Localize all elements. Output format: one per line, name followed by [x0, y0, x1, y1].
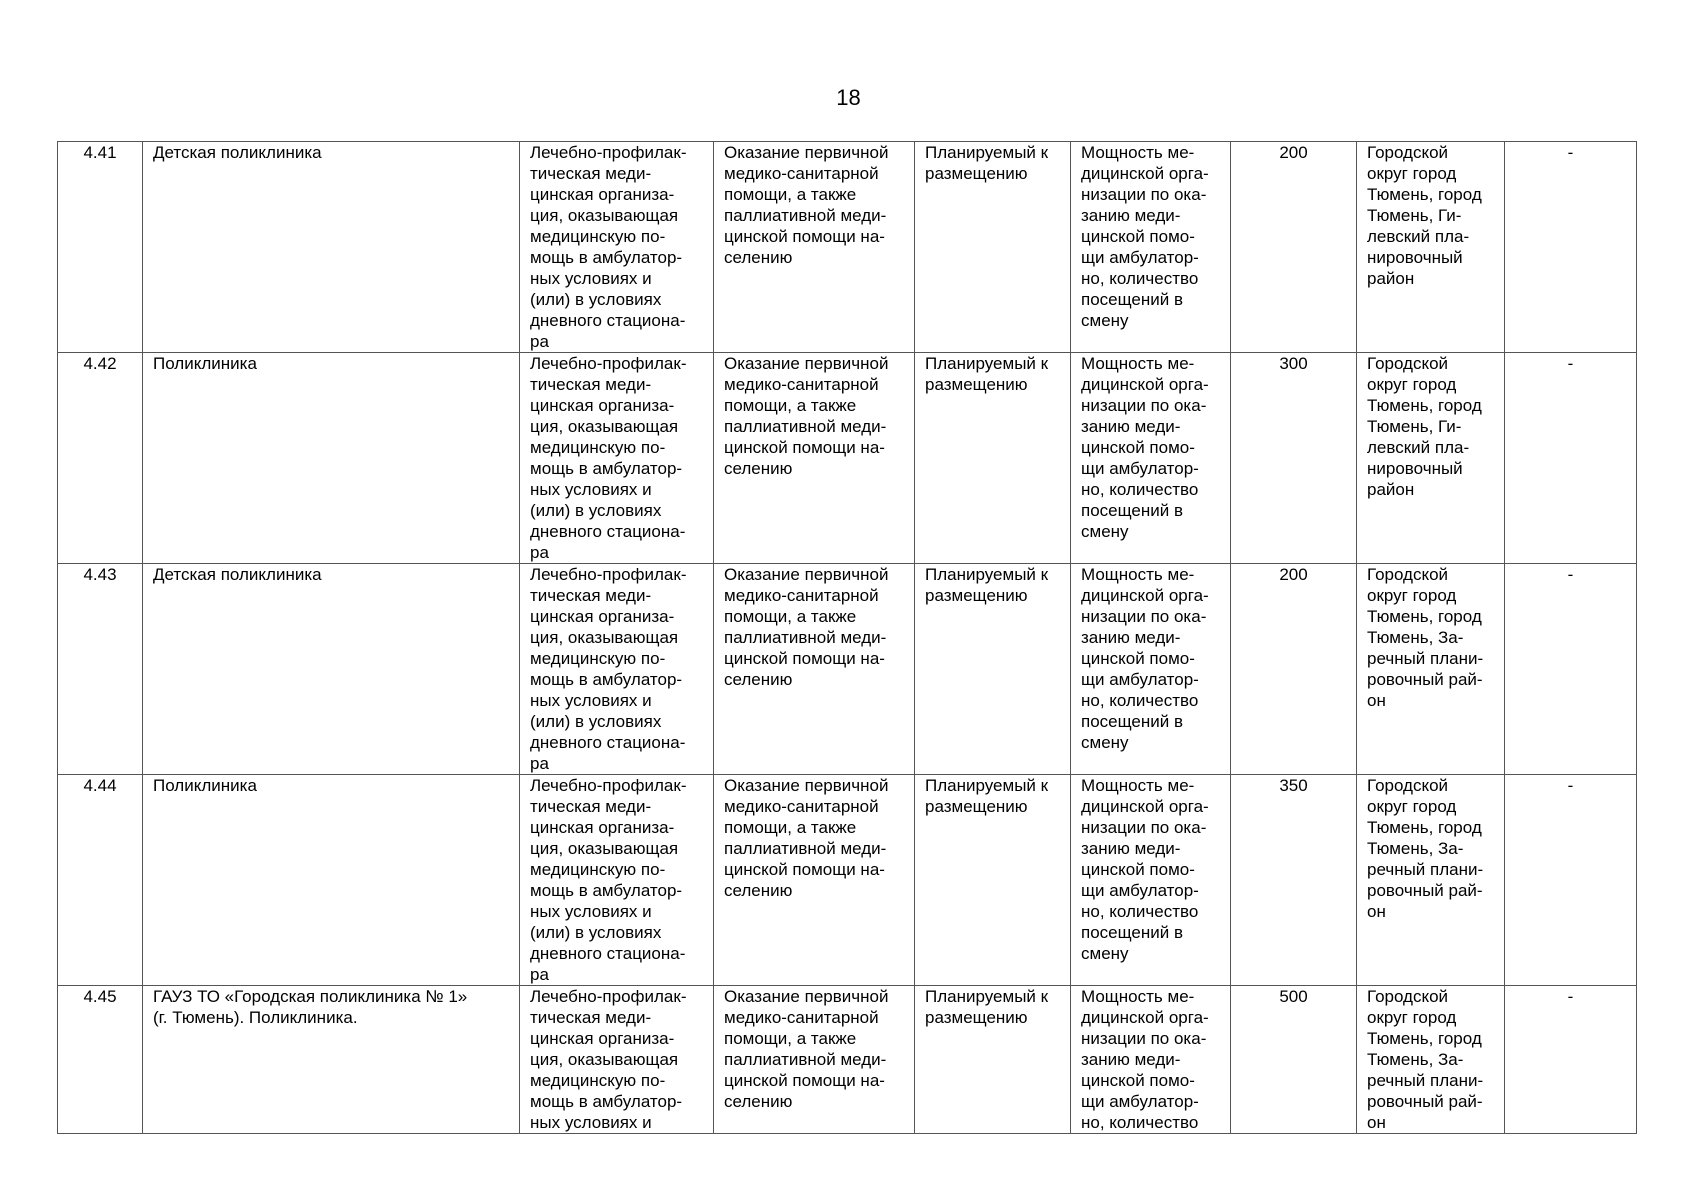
facility-type-line: ра [530, 332, 549, 351]
facility-characteristic-line: Мощность ме- [1081, 565, 1195, 584]
facility-location-line: район [1367, 269, 1415, 288]
facility-purpose-line: Оказание первичной [724, 354, 889, 373]
facility-type-line: ных условиях и [530, 902, 652, 921]
facility-type-line: (или) в условиях [530, 290, 662, 309]
facility-status-cell [915, 353, 1071, 564]
facility-name-cell [143, 353, 520, 564]
facility-type-line: дневного стациона- [530, 522, 686, 541]
facility-type-line: Лечебно-профилак- [530, 987, 687, 1006]
facility-type-line: ных условиях и [530, 480, 652, 499]
facility-location-cell [1357, 986, 1505, 1134]
facility-characteristic-line: дицинской орга- [1081, 1008, 1209, 1027]
facility-purpose-line: селению [724, 248, 793, 267]
facility-status-line: размещению [925, 164, 1028, 183]
facility-location-line: округ город [1367, 164, 1457, 183]
facility-type-line: Лечебно-профилак- [530, 776, 687, 795]
facility-purpose-line: селению [724, 670, 793, 689]
table-row [58, 564, 1637, 775]
facility-location-line: Тюмень, город [1367, 607, 1482, 626]
facility-characteristic-line: Мощность ме- [1081, 776, 1195, 795]
facility-characteristic-line: дицинской орга- [1081, 586, 1209, 605]
facility-location-line: Тюмень, город [1367, 185, 1482, 204]
facility-purpose-line: цинской помощи на- [724, 1071, 885, 1090]
facility-type-line: тическая меди- [530, 164, 652, 183]
facility-characteristic-line: низации по ока- [1081, 396, 1207, 415]
facility-type-line: ных условиях и [530, 691, 652, 710]
facility-location-line: Городской [1367, 987, 1449, 1006]
facility-status-line: размещению [925, 586, 1028, 605]
facility-name-cell [143, 775, 520, 986]
facility-characteristic-line: посещений в [1081, 923, 1183, 942]
facility-characteristic-line: смену [1081, 944, 1129, 963]
facility-characteristic-line: низации по ока- [1081, 185, 1207, 204]
facility-characteristic-cell [1071, 986, 1231, 1134]
facility-note-cell: - [1505, 564, 1637, 775]
facility-purpose-line: помощи, а также [724, 818, 857, 837]
facility-purpose-line: селению [724, 459, 793, 478]
facility-purpose-line: Оказание первичной [724, 143, 889, 162]
facility-type-line: цинская организа- [530, 818, 675, 837]
facility-type-line: мощь в амбулатор- [530, 670, 683, 689]
table-row [58, 775, 1637, 986]
facility-characteristic-cell [1071, 564, 1231, 775]
facility-type-line: мощь в амбулатор- [530, 881, 683, 900]
facility-purpose-line: помощи, а также [724, 607, 857, 626]
facility-characteristic-line: занию меди- [1081, 206, 1181, 225]
facility-characteristic-line: но, количество [1081, 902, 1199, 921]
facility-characteristic-line: посещений в [1081, 712, 1183, 731]
facility-location-line: округ город [1367, 1008, 1457, 1027]
facility-characteristic-line: щи амбулатор- [1081, 670, 1199, 689]
facility-capacity-cell: 300 [1231, 353, 1357, 564]
facility-type-cell [520, 564, 714, 775]
facility-purpose-line: паллиативной меди- [724, 628, 887, 647]
facility-purpose-line: цинской помощи на- [724, 438, 885, 457]
facility-characteristic-line: низации по ока- [1081, 607, 1207, 626]
facility-location-line: Тюмень, Ги- [1367, 206, 1462, 225]
facility-location-line: Тюмень, город [1367, 818, 1482, 837]
facility-type-line: тическая меди- [530, 375, 652, 394]
table-row [58, 986, 1637, 1134]
facility-location-line: Городской [1367, 565, 1449, 584]
facility-type-line: мощь в амбулатор- [530, 459, 683, 478]
facility-characteristic-line: цинской помо- [1081, 1071, 1195, 1090]
facility-characteristic-line: Мощность ме- [1081, 354, 1195, 373]
facility-purpose-line: цинской помощи на- [724, 860, 885, 879]
facility-type-line: ра [530, 754, 549, 773]
facility-purpose-line: помощи, а также [724, 1029, 857, 1048]
facility-characteristic-line: смену [1081, 311, 1129, 330]
facility-characteristic-line: низации по ока- [1081, 1029, 1207, 1048]
facility-type-line: (или) в условиях [530, 501, 662, 520]
facility-capacity-cell: 350 [1231, 775, 1357, 986]
facility-status-line: размещению [925, 797, 1028, 816]
facility-characteristic-line: цинской помо- [1081, 227, 1195, 246]
facility-type-line: ция, оказывающая [530, 839, 679, 858]
facility-characteristic-line: цинской помо- [1081, 649, 1195, 668]
facility-purpose-line: паллиативной меди- [724, 417, 887, 436]
facility-location-line: речный плани- [1367, 860, 1484, 879]
facility-status-cell [915, 142, 1071, 353]
facility-location-line: речный плани- [1367, 649, 1484, 668]
facility-purpose-line: цинской помощи на- [724, 227, 885, 246]
facility-purpose-line: помощи, а также [724, 185, 857, 204]
facility-characteristic-line: посещений в [1081, 501, 1183, 520]
facility-purpose-line: селению [724, 1092, 793, 1111]
facility-characteristic-line: Мощность ме- [1081, 143, 1195, 162]
facility-characteristic-line: смену [1081, 522, 1129, 541]
facility-characteristic-line: но, количество [1081, 691, 1199, 710]
facility-type-line: мощь в амбулатор- [530, 248, 683, 267]
page-number: 18 [836, 85, 861, 110]
facility-purpose-line: Оказание первичной [724, 776, 889, 795]
facility-location-line: он [1367, 691, 1386, 710]
row-number-cell: 4.45 [58, 986, 143, 1134]
facility-type-line: ция, оказывающая [530, 417, 679, 436]
facility-type-line: цинская организа- [530, 396, 675, 415]
facility-type-line: медицинскую по- [530, 438, 666, 457]
facility-location-line: нировочный [1367, 248, 1463, 267]
facility-type-cell [520, 986, 714, 1134]
facility-purpose-cell [714, 142, 915, 353]
facility-type-line: медицинскую по- [530, 227, 666, 246]
facility-note-cell: - [1505, 353, 1637, 564]
facility-note-cell: - [1505, 986, 1637, 1134]
facility-purpose-line: медико-санитарной [724, 1008, 879, 1027]
facility-type-line: ция, оказывающая [530, 206, 679, 225]
facility-location-line: нировочный [1367, 459, 1463, 478]
facility-location-line: левский пла- [1367, 438, 1470, 457]
facility-characteristic-line: щи амбулатор- [1081, 1092, 1199, 1111]
facility-type-cell [520, 775, 714, 986]
facility-characteristic-cell [1071, 775, 1231, 986]
facility-purpose-cell [714, 986, 915, 1134]
facility-purpose-cell [714, 353, 915, 564]
facility-location-line: округ город [1367, 586, 1457, 605]
facility-name-cell [143, 564, 520, 775]
facility-location-line: Тюмень, За- [1367, 839, 1464, 858]
facility-type-line: (или) в условиях [530, 712, 662, 731]
facility-status-line: размещению [925, 375, 1028, 394]
facility-type-line: медицинскую по- [530, 649, 666, 668]
facility-name-cell [143, 142, 520, 353]
facility-name-line: Поликлиника [153, 776, 257, 795]
facility-type-line: ция, оказывающая [530, 1050, 679, 1069]
facility-type-line: Лечебно-профилак- [530, 565, 687, 584]
facility-purpose-line: паллиативной меди- [724, 206, 887, 225]
table-row [58, 142, 1637, 353]
facility-characteristic-line: занию меди- [1081, 628, 1181, 647]
facility-type-line: мощь в амбулатор- [530, 1092, 683, 1111]
facility-characteristic-line: щи амбулатор- [1081, 459, 1199, 478]
facility-location-line: ровочный рай- [1367, 1092, 1483, 1111]
facility-location-line: Городской [1367, 143, 1449, 162]
facility-characteristic-line: но, количество [1081, 269, 1199, 288]
facility-name-line: Детская поликлиника [153, 565, 322, 584]
row-number-cell: 4.41 [58, 142, 143, 353]
facility-type-cell [520, 142, 714, 353]
facility-type-line: ра [530, 965, 549, 984]
facility-characteristic-line: цинской помо- [1081, 438, 1195, 457]
facility-purpose-line: паллиативной меди- [724, 1050, 887, 1069]
facility-status-line: Планируемый к [925, 776, 1049, 795]
facility-characteristic-line: занию меди- [1081, 417, 1181, 436]
facility-purpose-line: селению [724, 881, 793, 900]
facility-type-line: дневного стациона- [530, 733, 686, 752]
facility-characteristic-line: смену [1081, 733, 1129, 752]
facility-characteristic-line: дицинской орга- [1081, 164, 1209, 183]
facility-characteristic-line: низации по ока- [1081, 818, 1207, 837]
facility-status-line: размещению [925, 1008, 1028, 1027]
facility-location-cell [1357, 775, 1505, 986]
facility-characteristic-line: дицинской орга- [1081, 375, 1209, 394]
facility-status-line: Планируемый к [925, 565, 1049, 584]
table-row [58, 353, 1637, 564]
facility-location-line: район [1367, 480, 1415, 499]
facility-purpose-line: медико-санитарной [724, 586, 879, 605]
facility-type-cell [520, 353, 714, 564]
facility-purpose-line: медико-санитарной [724, 375, 879, 394]
facility-name-line: (г. Тюмень). Поликлиника. [153, 1008, 358, 1027]
facility-characteristic-line: щи амбулатор- [1081, 248, 1199, 267]
facility-type-line: ных условиях и [530, 269, 652, 288]
facility-location-line: Тюмень, За- [1367, 1050, 1464, 1069]
facility-name-line: ГАУЗ ТО «Городская поликлиника № 1» [153, 987, 468, 1006]
facility-location-line: Тюмень, город [1367, 396, 1482, 415]
facility-status-line: Планируемый к [925, 143, 1049, 162]
facilities-table [57, 141, 1637, 1134]
facility-purpose-line: медико-санитарной [724, 797, 879, 816]
facility-characteristic-line: но, количество [1081, 480, 1199, 499]
facility-location-line: округ город [1367, 375, 1457, 394]
facility-purpose-line: паллиативной меди- [724, 839, 887, 858]
facility-purpose-cell [714, 775, 915, 986]
table-body [58, 142, 1637, 1134]
facility-purpose-line: медико-санитарной [724, 164, 879, 183]
facility-purpose-line: Оказание первичной [724, 565, 889, 584]
facility-type-line: дневного стациона- [530, 944, 686, 963]
facility-type-line: Лечебно-профилак- [530, 354, 687, 373]
facility-characteristic-line: посещений в [1081, 290, 1183, 309]
facility-location-line: речный плани- [1367, 1071, 1484, 1090]
facility-location-line: он [1367, 1113, 1386, 1132]
facility-type-line: медицинскую по- [530, 1071, 666, 1090]
facility-capacity-cell: 500 [1231, 986, 1357, 1134]
facility-type-line: цинская организа- [530, 1029, 675, 1048]
facility-location-cell [1357, 142, 1505, 353]
facility-status-cell [915, 775, 1071, 986]
facility-purpose-line: Оказание первичной [724, 987, 889, 1006]
facility-location-line: Тюмень, город [1367, 1029, 1482, 1048]
facility-purpose-line: цинской помощи на- [724, 649, 885, 668]
facility-characteristic-line: занию меди- [1081, 839, 1181, 858]
facility-name-line: Детская поликлиника [153, 143, 322, 162]
facility-capacity-cell: 200 [1231, 142, 1357, 353]
facility-characteristic-cell [1071, 142, 1231, 353]
facility-purpose-line: помощи, а также [724, 396, 857, 415]
facility-type-line: тическая меди- [530, 797, 652, 816]
facility-note-cell: - [1505, 775, 1637, 986]
facility-status-cell [915, 564, 1071, 775]
facility-characteristic-line: цинской помо- [1081, 860, 1195, 879]
facility-type-line: медицинскую по- [530, 860, 666, 879]
row-number-cell: 4.42 [58, 353, 143, 564]
facility-location-line: ровочный рай- [1367, 670, 1483, 689]
facility-name-line: Поликлиника [153, 354, 257, 373]
facility-capacity-cell: 200 [1231, 564, 1357, 775]
facility-characteristic-line: но, количество [1081, 1113, 1199, 1132]
facility-location-line: Тюмень, За- [1367, 628, 1464, 647]
facility-type-line: (или) в условиях [530, 923, 662, 942]
facility-type-line: Лечебно-профилак- [530, 143, 687, 162]
facility-type-line: тическая меди- [530, 586, 652, 605]
facility-location-cell [1357, 353, 1505, 564]
facility-status-line: Планируемый к [925, 987, 1049, 1006]
facility-characteristic-line: щи амбулатор- [1081, 881, 1199, 900]
facility-type-line: дневного стациона- [530, 311, 686, 330]
facility-location-line: Городской [1367, 354, 1449, 373]
facility-location-line: Городской [1367, 776, 1449, 795]
facility-status-cell [915, 986, 1071, 1134]
facility-characteristic-line: занию меди- [1081, 1050, 1181, 1069]
facility-location-line: левский пла- [1367, 227, 1470, 246]
facility-type-line: ция, оказывающая [530, 628, 679, 647]
facility-characteristic-cell [1071, 353, 1231, 564]
facility-location-line: он [1367, 902, 1386, 921]
facility-name-cell [143, 986, 520, 1134]
facility-type-line: ных условиях и [530, 1113, 652, 1132]
facility-characteristic-line: дицинской орга- [1081, 797, 1209, 816]
facility-purpose-cell [714, 564, 915, 775]
facility-location-cell [1357, 564, 1505, 775]
facility-location-line: округ город [1367, 797, 1457, 816]
facility-location-line: ровочный рай- [1367, 881, 1483, 900]
facility-type-line: тическая меди- [530, 1008, 652, 1027]
row-number-cell: 4.43 [58, 564, 143, 775]
facility-note-cell: - [1505, 142, 1637, 353]
facility-location-line: Тюмень, Ги- [1367, 417, 1462, 436]
facility-type-line: цинская организа- [530, 185, 675, 204]
facility-type-line: цинская организа- [530, 607, 675, 626]
facility-status-line: Планируемый к [925, 354, 1049, 373]
facility-type-line: ра [530, 543, 549, 562]
facility-characteristic-line: Мощность ме- [1081, 987, 1195, 1006]
row-number-cell: 4.44 [58, 775, 143, 986]
